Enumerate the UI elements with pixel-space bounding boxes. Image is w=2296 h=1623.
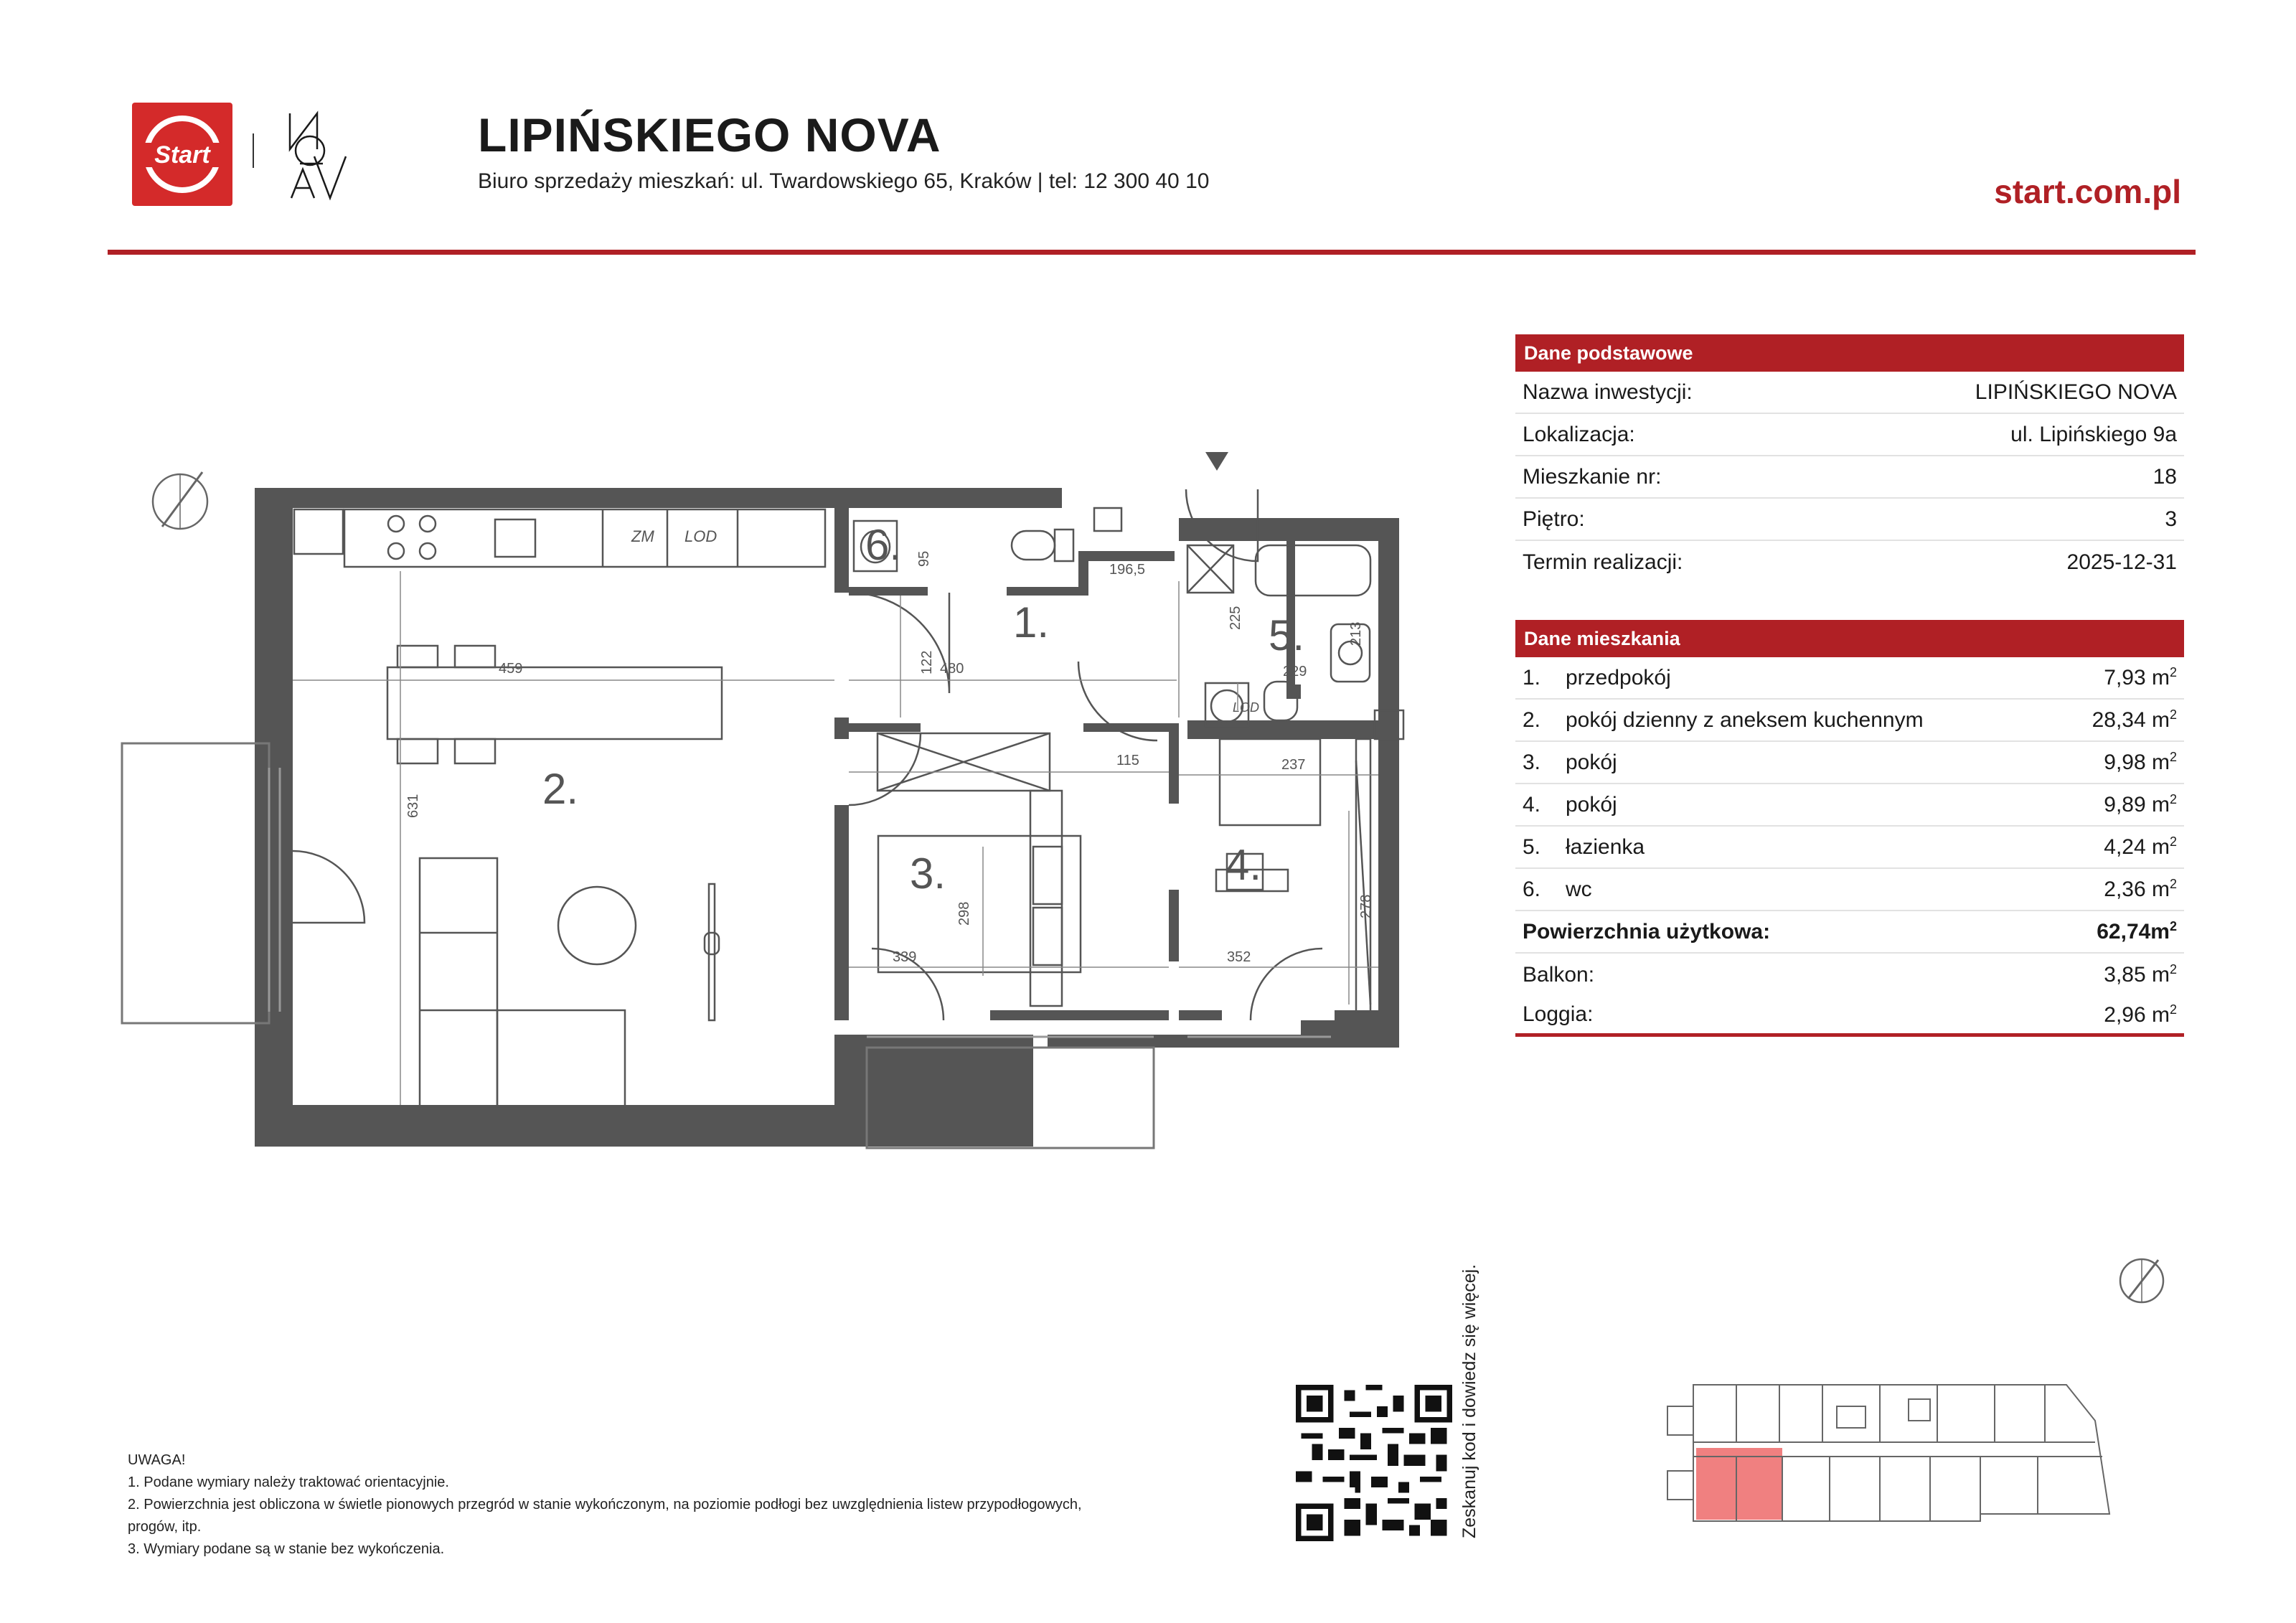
total-area-row (1515, 911, 2184, 954)
room-label-5: 5. (1269, 611, 1305, 659)
basic-row-apartment-number (1515, 456, 2184, 499)
basic-row-location (1515, 414, 2184, 456)
dim-room3-width: 339 (893, 949, 917, 965)
basic-label: Piętro: (1523, 507, 1585, 531)
room-row (1515, 657, 2184, 700)
room-4-floor (1169, 739, 1378, 1020)
note-line: 2. Powierzchnia jest obliczona w świetle pionowych przegród w stanie wykończonym, na poziomie podłogi bez uwzględnienia listew przypodłogowych, (128, 1497, 1082, 1513)
basic-value: 2025-12-31 (2066, 550, 2177, 574)
dim-room4-top: 237 (1281, 757, 1306, 773)
start-logo-text: Start (154, 141, 210, 169)
dim-room3-depth: 298 (956, 901, 972, 926)
basic-label: Mieszkanie nr: (1523, 464, 1662, 489)
room-name: przedpokój (1566, 665, 1671, 690)
dim-living-depth: 631 (405, 794, 421, 818)
room-label-6: 6. (865, 521, 902, 569)
room-area: 9,98 $m^2$ (2104, 750, 2177, 774)
notes-heading: UWAGA! (128, 1452, 186, 1468)
basic-row-investment (1515, 372, 2184, 414)
room-area: 2,36 $m^2$ (2104, 877, 2177, 901)
balcony (122, 743, 269, 1023)
room-name: pokój (1566, 792, 1617, 817)
room-row (1515, 700, 2184, 742)
room-number: 1. (1523, 665, 1541, 690)
room-label-4: 4. (1225, 841, 1262, 889)
basic-value: 18 (2152, 464, 2177, 489)
room-area: 9,89 $m^2$ (2104, 792, 2177, 817)
dim-room4-depth: 278 (1358, 894, 1374, 918)
room-label-1: 1. (1013, 598, 1050, 646)
note-line: progów, itp. (128, 1519, 202, 1535)
note-line: 3. Wymiary podane są w stanie bez wykończenia. (128, 1541, 445, 1557)
dim-room4-width: 352 (1227, 949, 1251, 965)
balcony-label: Balkon: (1523, 962, 1595, 987)
basic-value: ul. Lipińskiego 9a (2010, 422, 2177, 446)
panel-bottom-rule (1515, 1033, 2184, 1037)
room-number: 5. (1523, 834, 1541, 859)
apartment-data-panel (1515, 620, 2184, 1037)
room-row (1515, 869, 2184, 911)
basic-value: 3 (2165, 507, 2177, 531)
floor-key-plan (1665, 1378, 2124, 1528)
room-name: pokój (1566, 750, 1617, 774)
room-area: 7,93 $m^2$ (2104, 665, 2177, 690)
compass-icon (2109, 1248, 2174, 1313)
basic-row-completion-date (1515, 541, 2184, 583)
loggia-row (1515, 996, 2184, 1033)
room-number: 6. (1523, 877, 1541, 901)
basic-row-floor (1515, 499, 2184, 541)
entrance-marker (1205, 452, 1228, 471)
basic-data-panel (1515, 334, 2184, 583)
dim-corridor: 122 (919, 650, 935, 674)
room-row (1515, 784, 2184, 827)
nova-logo (286, 106, 354, 202)
header-divider (108, 250, 2196, 255)
basic-label: Termin realizacji: (1523, 550, 1683, 574)
basic-data-heading: Dane podstawowe (1515, 334, 2184, 372)
qr-code[interactable] (1296, 1385, 1452, 1541)
dim-wc-depth: 95 (916, 550, 932, 567)
dim-hall-depth: 225 (1228, 606, 1243, 630)
basic-value: LIPIŃSKIEGO NOVA (1975, 380, 2177, 404)
logo-separator (253, 133, 254, 168)
dim-hall-width: 196,5 (1109, 562, 1146, 578)
loggia-area: 2,96 $m^2$ (2104, 1002, 2177, 1027)
room-row (1515, 742, 2184, 784)
room-name: łazienka (1566, 834, 1645, 859)
room-area: 4,24 $m^2$ (2104, 834, 2177, 859)
room-number: 4. (1523, 792, 1541, 817)
dim-front: 480 (940, 661, 964, 677)
dim-living-width: 459 (499, 661, 523, 677)
dim-bath-depth: 213 (1348, 621, 1364, 646)
hall-floor (741, 508, 1179, 723)
balcony-row (1515, 954, 2184, 996)
apartment-highlight (1696, 1448, 1782, 1520)
dishwasher-label: ZM (631, 527, 654, 545)
dim-passage: 115 (1116, 753, 1139, 768)
balcony-area: 3,85 $m^2$ (2104, 962, 2177, 987)
page-title: LIPIŃSKIEGO NOVA (478, 108, 941, 161)
room-number: 3. (1523, 750, 1541, 774)
room-label-2: 2. (542, 765, 579, 813)
room-area: 28,34 $m^2$ (2092, 707, 2177, 732)
room-row (1515, 827, 2184, 869)
sales-office-info: Biuro sprzedaży mieszkań: ul. Twardowskiego 65, Kraków | tel: 12 300 40 10 (478, 169, 1210, 193)
note-line: 1. Podane wymiary należy traktować orientacyjnie. (128, 1474, 449, 1490)
loggia-label: Loggia: (1523, 1002, 1594, 1026)
basic-label: Nazwa inwestycji: (1523, 380, 1693, 404)
room-label-3: 3. (910, 850, 946, 898)
washer-label: LOD (1233, 700, 1260, 715)
apartment-data-heading: Dane mieszkania (1515, 620, 2184, 657)
website-link[interactable]: start.com.pl (1994, 173, 2181, 210)
dim-bath-width: 229 (1283, 664, 1307, 679)
floor-plan (108, 431, 1442, 1162)
start-logo (132, 103, 232, 206)
room-name: wc (1566, 877, 1592, 901)
basic-label: Lokalizacja: (1523, 422, 1635, 446)
total-area-value: $62,74m^2$ (2097, 919, 2177, 944)
disclaimer-notes (128, 1449, 1082, 1561)
room-name: pokój dzienny z aneksem kuchennym (1566, 707, 1924, 732)
total-area-label: Powierzchnia użytkowa: (1523, 919, 1771, 944)
fridge-label: LOD (684, 527, 718, 545)
room-number: 2. (1523, 707, 1541, 732)
qr-caption: Zeskanuj kod i dowiedz się więcej. (1459, 1264, 1479, 1538)
compass-icon (148, 469, 212, 534)
